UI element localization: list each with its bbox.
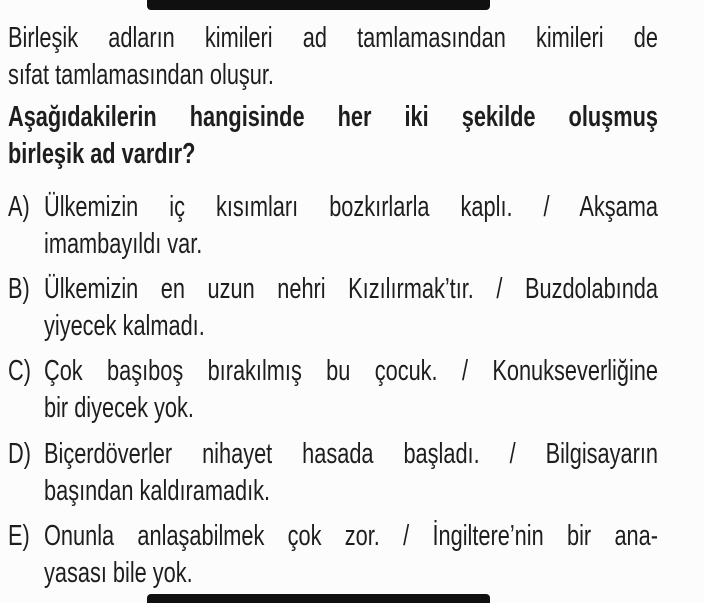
- option-b[interactable]: [8, 271, 658, 345]
- option-d[interactable]: [8, 436, 658, 510]
- option-b-letter: B): [8, 273, 30, 305]
- option-d-letter: D): [8, 438, 31, 470]
- option-b-line-2: yiyecek kalmadı.: [44, 310, 205, 342]
- option-e-line-2: yasası bile yok.: [44, 557, 193, 589]
- intro-line-1: Birleşik adların kimileri ad tamlamasından kimileri de: [8, 22, 658, 54]
- option-e[interactable]: [8, 518, 658, 592]
- option-b-line-1: Ülkemizin en uzun nehri Kızılırmak’tır. / Buzdolabında: [44, 273, 658, 305]
- stem-line-2: birleşik ad vardır?: [8, 138, 196, 170]
- top-divider-bar: [147, 0, 490, 10]
- option-c[interactable]: [8, 353, 658, 427]
- option-d-line-1: Biçerdöverler nihayet hasada başladı. / Bilgisayarın: [44, 438, 658, 470]
- option-a-line-2: imambayıldı var.: [44, 228, 203, 260]
- option-a-letter: A): [8, 191, 30, 223]
- bottom-divider-bar: [147, 594, 490, 603]
- option-a-line-1: Ülkemizin iç kısımları bozkırlarla kaplı. / Akşama: [44, 191, 658, 223]
- option-c-letter: C): [8, 355, 31, 387]
- option-a[interactable]: [8, 189, 658, 263]
- option-c-line-2: bir diyecek yok.: [44, 392, 194, 424]
- stem-line-1: Aşağıdakilerin hangisinde her iki şekilde oluşmuş: [8, 101, 658, 133]
- option-d-line-2: başından kaldıramadık.: [44, 475, 271, 507]
- option-e-line-1: Onunla anlaşabilmek çok zor. / İngiltere’nin bir ana-: [44, 520, 658, 552]
- question-stem: [8, 99, 658, 173]
- option-e-letter: E): [8, 520, 30, 552]
- intro-line-2: sıfat tamlamasından oluşur.: [8, 59, 274, 91]
- question-intro: [8, 20, 658, 94]
- option-c-line-1: Çok başıboş bırakılmış bu çocuk. / Konukseverliğine: [44, 355, 658, 387]
